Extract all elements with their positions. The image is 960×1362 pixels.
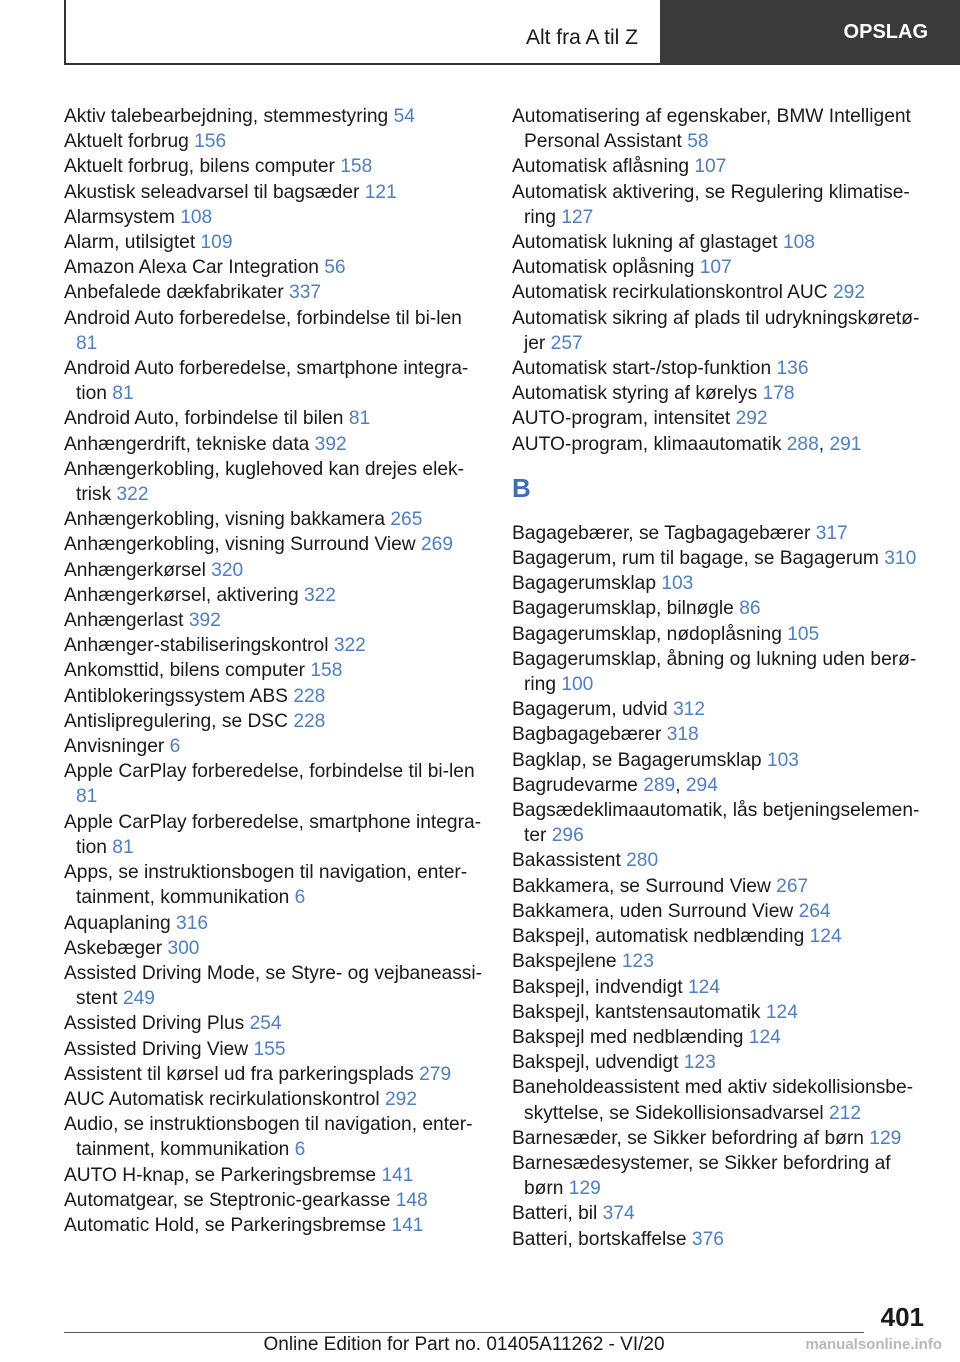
index-entry-text: Apps, se instruktionsbogen til navigation, enter‐tainment, kommunikation bbox=[64, 862, 468, 909]
index-entry bbox=[64, 810, 484, 860]
index-entry bbox=[64, 306, 484, 356]
page-reference-link[interactable]: 86 bbox=[739, 598, 761, 620]
index-column-right bbox=[512, 104, 932, 1252]
page-reference-link[interactable]: 376 bbox=[691, 1228, 724, 1250]
index-entry bbox=[64, 154, 484, 179]
index-entry bbox=[512, 356, 932, 381]
index-entry-text: Bakspejl, udvendigt bbox=[512, 1052, 679, 1074]
index-entry-text: Assisted Driving View bbox=[64, 1038, 249, 1060]
index-entry bbox=[512, 1000, 932, 1025]
index-entry-text: Akustisk seleadvarsel til bagsæder bbox=[64, 181, 360, 203]
index-entry-text: Anhængerlast bbox=[64, 610, 184, 632]
page-reference-link[interactable]: 105 bbox=[787, 623, 820, 645]
page-reference-link[interactable]: 288 bbox=[786, 433, 819, 455]
index-entry-text: Anbefalede dækfabrikater bbox=[64, 282, 284, 304]
page-reference-link[interactable]: 129 bbox=[869, 1127, 902, 1149]
index-entry bbox=[512, 521, 932, 546]
index-entry-text: Anhængerkobling, visning Surround View bbox=[64, 534, 416, 556]
index-entry bbox=[512, 596, 932, 621]
section-title: Alt fra A til Z bbox=[525, 26, 638, 49]
index-entry-text: AUC Automatisk recirkulationskontrol bbox=[64, 1088, 380, 1110]
index-entry bbox=[64, 759, 484, 809]
page-reference-link[interactable]: 81 bbox=[76, 332, 98, 354]
index-entry-text: Bagagerum, udvid bbox=[512, 699, 668, 721]
index-entry-text: Amazon Alexa Car Integration bbox=[64, 257, 319, 279]
index-entry-text: Bakassistent bbox=[512, 850, 621, 872]
index-entry-text: Alarm, utilsigtet bbox=[64, 232, 196, 254]
page-reference-link[interactable]: 109 bbox=[200, 232, 233, 254]
page-reference-link[interactable]: 6 bbox=[294, 1139, 306, 1161]
index-entry bbox=[64, 406, 484, 431]
index-entry bbox=[512, 104, 932, 154]
index-entry bbox=[512, 722, 932, 747]
index-entry bbox=[512, 306, 932, 356]
index-entry bbox=[512, 697, 932, 722]
index-entry-text: AUTO H-knap, se Parkeringsbremse bbox=[64, 1164, 377, 1186]
page-reference-link[interactable]: 265 bbox=[390, 509, 423, 531]
page-reference-link[interactable]: 156 bbox=[194, 131, 227, 153]
index-entry-text: Assisted Driving Plus bbox=[64, 1013, 245, 1035]
index-entry-text: Ankomsttid, bilens computer bbox=[64, 660, 306, 682]
index-entry bbox=[512, 798, 932, 848]
index-entry-text: Aquaplaning bbox=[64, 912, 171, 934]
index-entry bbox=[64, 1213, 484, 1238]
index-entry-text: Barnesædesystemer, se Sikker befordring af børn bbox=[512, 1152, 891, 1200]
index-entry bbox=[64, 280, 484, 305]
index-entry-text: Bagagerum, rum til bagage, se Bagagerum bbox=[512, 548, 879, 570]
page-reference-link[interactable]: 123 bbox=[683, 1052, 716, 1074]
index-entry bbox=[512, 230, 932, 255]
index-entry-text: Bagrudevarme bbox=[512, 774, 638, 796]
index-entry-text: Anhængerkobling, visning bakkamera bbox=[64, 509, 386, 531]
page-reference-link[interactable]: 322 bbox=[303, 584, 336, 606]
index-entry bbox=[64, 709, 484, 734]
index-entry-text: Batteri, bortskaffelse bbox=[512, 1228, 687, 1250]
index-entry-text: Bagklap, se Bagagerumsklap bbox=[512, 749, 762, 771]
index-entry-text: Bakspejl, indvendigt bbox=[512, 976, 683, 998]
page-reference-link[interactable]: 320 bbox=[211, 559, 244, 581]
index-entry bbox=[512, 1126, 932, 1151]
index-entry-text: Automatisk sikring af plads til udrykningskøretø‐jer bbox=[512, 307, 920, 354]
page-reference-link[interactable]: 6 bbox=[294, 887, 306, 909]
index-entry bbox=[64, 961, 484, 1011]
index-entry bbox=[512, 1075, 932, 1125]
index-entry-text: Android Auto forberedelse, forbindelse til bi‐len bbox=[64, 307, 462, 329]
index-entry-text: Anhængerkobling, kuglehoved kan drejes elek‐trisk bbox=[64, 458, 464, 506]
edition-text: Online Edition for Part no. 01405A11262 - VI/20 bbox=[263, 1334, 665, 1355]
index-entry bbox=[512, 255, 932, 280]
page-reference-link[interactable]: 121 bbox=[364, 181, 397, 203]
index-entry-text: Anhængerkørsel, aktivering bbox=[64, 584, 299, 606]
index-letter-heading: B bbox=[512, 472, 531, 503]
page-reference-link[interactable]: 267 bbox=[776, 875, 809, 897]
index-entry bbox=[512, 1151, 932, 1201]
page-reference-link[interactable]: 178 bbox=[762, 383, 795, 405]
index-entry-text: Apple CarPlay forberedelse, smartphone integra‐tion bbox=[64, 811, 482, 858]
page-reference-link[interactable]: 292 bbox=[735, 408, 768, 430]
page-reference-link[interactable]: 316 bbox=[176, 912, 209, 934]
index-entry bbox=[512, 1050, 932, 1075]
index-entry bbox=[512, 949, 932, 974]
index-entry-text: Automatisk lukning af glastaget bbox=[512, 232, 778, 254]
index-entry bbox=[64, 658, 484, 683]
index-entry-text: Askebæger bbox=[64, 937, 163, 959]
index-entry bbox=[64, 608, 484, 633]
chapter-tab-label: OPSLAG bbox=[843, 21, 928, 43]
index-entry: Bagrudevarme 289, 294 bbox=[512, 774, 718, 796]
index-entry-text: Bagagebærer, se Tagbagagebærer bbox=[512, 522, 811, 544]
page-reference-link[interactable]: 58 bbox=[687, 131, 709, 153]
index-entry-text: Automatisering af egenskaber, BMW Intelligent Personal Assistant bbox=[512, 106, 911, 153]
page-reference-link[interactable]: 292 bbox=[385, 1088, 418, 1110]
index-entry-text: Bakspejl, kantstensautomatik bbox=[512, 1001, 761, 1023]
index-entry bbox=[512, 180, 932, 230]
page-reference-link[interactable]: 291 bbox=[829, 433, 862, 455]
index-entry-text: Anhænger-stabiliseringskontrol bbox=[64, 635, 329, 657]
index-entry bbox=[512, 1227, 932, 1252]
page-reference-link[interactable]: 124 bbox=[688, 976, 721, 998]
index-entry bbox=[512, 899, 932, 924]
index-entry-text: Assisted Driving Mode, se Styre- og vejbaneassi‐stent bbox=[64, 962, 483, 1010]
index-entry bbox=[512, 647, 932, 697]
header-divider-left bbox=[64, 0, 66, 64]
index-entry-text: Bagagerumsklap bbox=[512, 573, 656, 595]
page-reference-link[interactable]: 81 bbox=[112, 836, 134, 858]
chapter-tab[interactable] bbox=[660, 0, 960, 65]
page-reference-link[interactable]: 310 bbox=[884, 548, 917, 570]
page-reference-link[interactable]: 312 bbox=[673, 699, 706, 721]
index-entry bbox=[512, 154, 932, 179]
index-entry-text: Automatisk aflåsning bbox=[512, 156, 690, 178]
page-reference-link[interactable]: 269 bbox=[420, 534, 453, 556]
watermark: manualsonline.info bbox=[805, 1336, 942, 1353]
index-entry-text: Antislipregulering, se DSC bbox=[64, 710, 288, 732]
index-entry-text: Bagagerumsklap, bilnøgle bbox=[512, 598, 734, 620]
index-entry bbox=[64, 911, 484, 936]
index-entry bbox=[512, 571, 932, 596]
page-reference-link[interactable]: 257 bbox=[550, 332, 583, 354]
page-reference-link[interactable]: 228 bbox=[293, 710, 326, 732]
page-reference-link[interactable]: 141 bbox=[381, 1164, 414, 1186]
page-reference-link[interactable]: 318 bbox=[666, 724, 699, 746]
page-reference-link[interactable]: 108 bbox=[180, 206, 213, 228]
index-entry-text: AUTO-program, klimaautomatik bbox=[512, 433, 782, 455]
index-entry bbox=[64, 180, 484, 205]
page-reference-link[interactable]: 129 bbox=[568, 1178, 601, 1200]
page-reference-link[interactable]: 280 bbox=[626, 850, 659, 872]
page-reference-link[interactable]: 374 bbox=[602, 1203, 635, 1225]
page-reference-link[interactable]: 158 bbox=[310, 660, 343, 682]
index-entry bbox=[64, 1037, 484, 1062]
index-entry bbox=[64, 1062, 484, 1087]
page-reference-link[interactable]: 292 bbox=[833, 282, 866, 304]
page-reference-link[interactable]: 141 bbox=[391, 1214, 424, 1236]
index-entry-text: Automatisk styring af kørelys bbox=[512, 383, 758, 405]
page-reference-link[interactable]: 81 bbox=[112, 383, 134, 405]
index-entry-text: Bagsædeklimaautomatik, lås betjeningselemen‐ter bbox=[512, 800, 920, 847]
index-entry bbox=[64, 633, 484, 658]
index-entry-text: Aktuelt forbrug bbox=[64, 131, 189, 153]
page-reference-link[interactable]: 337 bbox=[289, 282, 322, 304]
index-entry bbox=[64, 507, 484, 532]
page-reference-link[interactable]: 294 bbox=[685, 774, 718, 796]
page-reference-link[interactable]: 228 bbox=[293, 685, 326, 707]
index-entry bbox=[64, 936, 484, 961]
index-entry-text: Automatic Hold, se Parkeringsbremse bbox=[64, 1214, 387, 1236]
index-entry: AUTO-program, klimaautomatik 288, 291 bbox=[512, 433, 862, 455]
index-entry bbox=[64, 1087, 484, 1112]
index-entry bbox=[64, 129, 484, 154]
page-reference-link[interactable]: 155 bbox=[253, 1038, 286, 1060]
header-divider-bottom bbox=[64, 63, 660, 65]
index-entry-text: Bakkamera, se Surround View bbox=[512, 875, 771, 897]
index-entry-text: Automatisk start-/stop-funktion bbox=[512, 358, 772, 380]
page-reference-link[interactable]: 107 bbox=[699, 257, 732, 279]
page-reference-link[interactable]: 107 bbox=[694, 156, 727, 178]
page-reference-link[interactable]: 56 bbox=[324, 257, 346, 279]
index-entry bbox=[512, 975, 932, 1000]
page-reference-link[interactable]: 103 bbox=[766, 749, 799, 771]
page-reference-link[interactable]: 392 bbox=[314, 433, 347, 455]
index-entry bbox=[64, 558, 484, 583]
page-reference-link[interactable]: 124 bbox=[748, 1026, 781, 1048]
index-column-left bbox=[64, 104, 484, 1238]
index-entry-text: Aktuelt forbrug, bilens computer bbox=[64, 156, 335, 178]
index-entry bbox=[64, 1188, 484, 1213]
index-entry bbox=[64, 205, 484, 230]
index-entry-text: Audio, se instruktionsbogen til navigation, enter‐tainment, kommunikation bbox=[64, 1114, 473, 1161]
page-reference-link[interactable]: 322 bbox=[333, 635, 366, 657]
page-reference-link[interactable]: 100 bbox=[561, 674, 594, 696]
page-reference-link[interactable]: 124 bbox=[809, 926, 842, 948]
index-entry-text: Alarmsystem bbox=[64, 206, 175, 228]
index-entry bbox=[64, 255, 484, 280]
page-reference-link[interactable]: 103 bbox=[661, 573, 694, 595]
index-entry-text: Aktiv talebearbejdning, stemmestyring bbox=[64, 106, 389, 127]
index-entry-text: Bakspejl, automatisk nedblænding bbox=[512, 926, 805, 948]
page-reference-link[interactable]: 392 bbox=[188, 610, 221, 632]
page-reference-link[interactable]: 317 bbox=[815, 522, 848, 544]
page-reference-link[interactable]: 136 bbox=[776, 358, 809, 380]
page-reference-link[interactable]: 108 bbox=[782, 232, 815, 254]
index-entry bbox=[512, 1201, 932, 1226]
index-entry bbox=[512, 748, 932, 773]
page-reference-link[interactable]: 254 bbox=[249, 1013, 282, 1035]
page-reference-link[interactable]: 279 bbox=[419, 1063, 452, 1085]
index-entry bbox=[512, 848, 932, 873]
index-entry bbox=[64, 457, 484, 507]
page-reference-link[interactable]: 81 bbox=[76, 786, 98, 808]
page-reference-link[interactable]: 6 bbox=[169, 736, 181, 758]
index-entry-text: Anvisninger bbox=[64, 736, 165, 758]
index-entry-text: Android Auto, forbindelse til bilen bbox=[64, 408, 344, 430]
index-entry bbox=[512, 381, 932, 406]
index-entry bbox=[64, 734, 484, 759]
index-entry-text: Barnesæder, se Sikker befordring af børn bbox=[512, 1127, 864, 1149]
index-entry bbox=[64, 684, 484, 709]
page-reference-link[interactable]: 148 bbox=[395, 1189, 428, 1211]
index-entry bbox=[64, 356, 484, 406]
page-reference-link[interactable]: 124 bbox=[765, 1001, 798, 1023]
index-entry-text: Anhængerkørsel bbox=[64, 559, 206, 581]
index-entry bbox=[512, 622, 932, 647]
index-entry bbox=[64, 104, 484, 129]
index-entry-text: Automatgear, se Steptronic-gearkasse bbox=[64, 1189, 391, 1211]
page-reference-link[interactable]: 289 bbox=[643, 774, 676, 796]
page-reference-link[interactable]: 54 bbox=[393, 106, 415, 127]
index-entry-text: Anhængerdrift, tekniske data bbox=[64, 433, 310, 455]
page-reference-link[interactable]: 249 bbox=[122, 988, 155, 1010]
index-entry-text: Bagagerumsklap, åbning og lukning uden berø‐ring bbox=[512, 648, 917, 696]
footer-divider bbox=[64, 1332, 864, 1333]
index-entry-text: Bagagerumsklap, nødoplåsning bbox=[512, 623, 782, 645]
index-entry bbox=[64, 1112, 484, 1162]
page-reference-link[interactable]: 300 bbox=[167, 937, 200, 959]
index-entry-text: Android Auto forberedelse, smartphone integra‐tion bbox=[64, 358, 469, 405]
index-entry bbox=[512, 406, 932, 431]
page-reference-link[interactable]: 81 bbox=[348, 408, 371, 430]
index-entry-text: Bakspejlene bbox=[512, 951, 617, 973]
index-entry-text: AUTO-program, intensitet bbox=[512, 408, 731, 430]
index-entry-text: Bakspejl med nedblænding bbox=[512, 1026, 744, 1048]
index-entry-text: Bagbagagebærer bbox=[512, 724, 662, 746]
page-reference-link[interactable]: 264 bbox=[798, 900, 831, 922]
page-reference-link[interactable]: 212 bbox=[829, 1102, 862, 1124]
page-reference-link[interactable]: 158 bbox=[340, 156, 373, 178]
index-entry-text: Assistent til kørsel ud fra parkeringsplads bbox=[64, 1063, 414, 1085]
index-entry-text: Apple CarPlay forberedelse, forbindelse til bi‐len bbox=[64, 761, 475, 783]
index-entry bbox=[64, 1163, 484, 1188]
index-entry-text: Automatisk oplåsning bbox=[512, 257, 695, 279]
page-reference-link[interactable]: 127 bbox=[561, 206, 594, 228]
index-entry bbox=[64, 583, 484, 608]
index-entry-text: Baneholdeassistent med aktiv sidekollisionsbe‐skyttelse, se Sidekollisionsadvarsel bbox=[512, 1077, 914, 1124]
index-entry-text: Batteri, bil bbox=[512, 1203, 598, 1225]
index-entry bbox=[512, 280, 932, 305]
page-reference-link[interactable]: 296 bbox=[551, 825, 584, 847]
page-number: 401 bbox=[880, 1302, 924, 1332]
index-entry bbox=[64, 432, 484, 457]
index-entry bbox=[512, 924, 932, 949]
index-entry bbox=[64, 1011, 484, 1036]
index-entry-text: Antiblokeringssystem ABS bbox=[64, 685, 288, 707]
page-reference-link[interactable]: 322 bbox=[116, 484, 149, 506]
page-reference-link[interactable]: 123 bbox=[621, 951, 654, 973]
index-entry bbox=[512, 1025, 932, 1050]
index-entry-text: Automatisk recirkulationskontrol AUC bbox=[512, 282, 828, 304]
index-entry-text: Bakkamera, uden Surround View bbox=[512, 900, 794, 922]
index-entry bbox=[64, 230, 484, 255]
index-entry bbox=[64, 532, 484, 557]
index-entry-text: Automatisk aktivering, se Regulering klimatise‐ring bbox=[512, 181, 910, 228]
index-entry bbox=[512, 546, 932, 571]
index-entry bbox=[512, 874, 932, 899]
index-entry bbox=[64, 860, 484, 910]
